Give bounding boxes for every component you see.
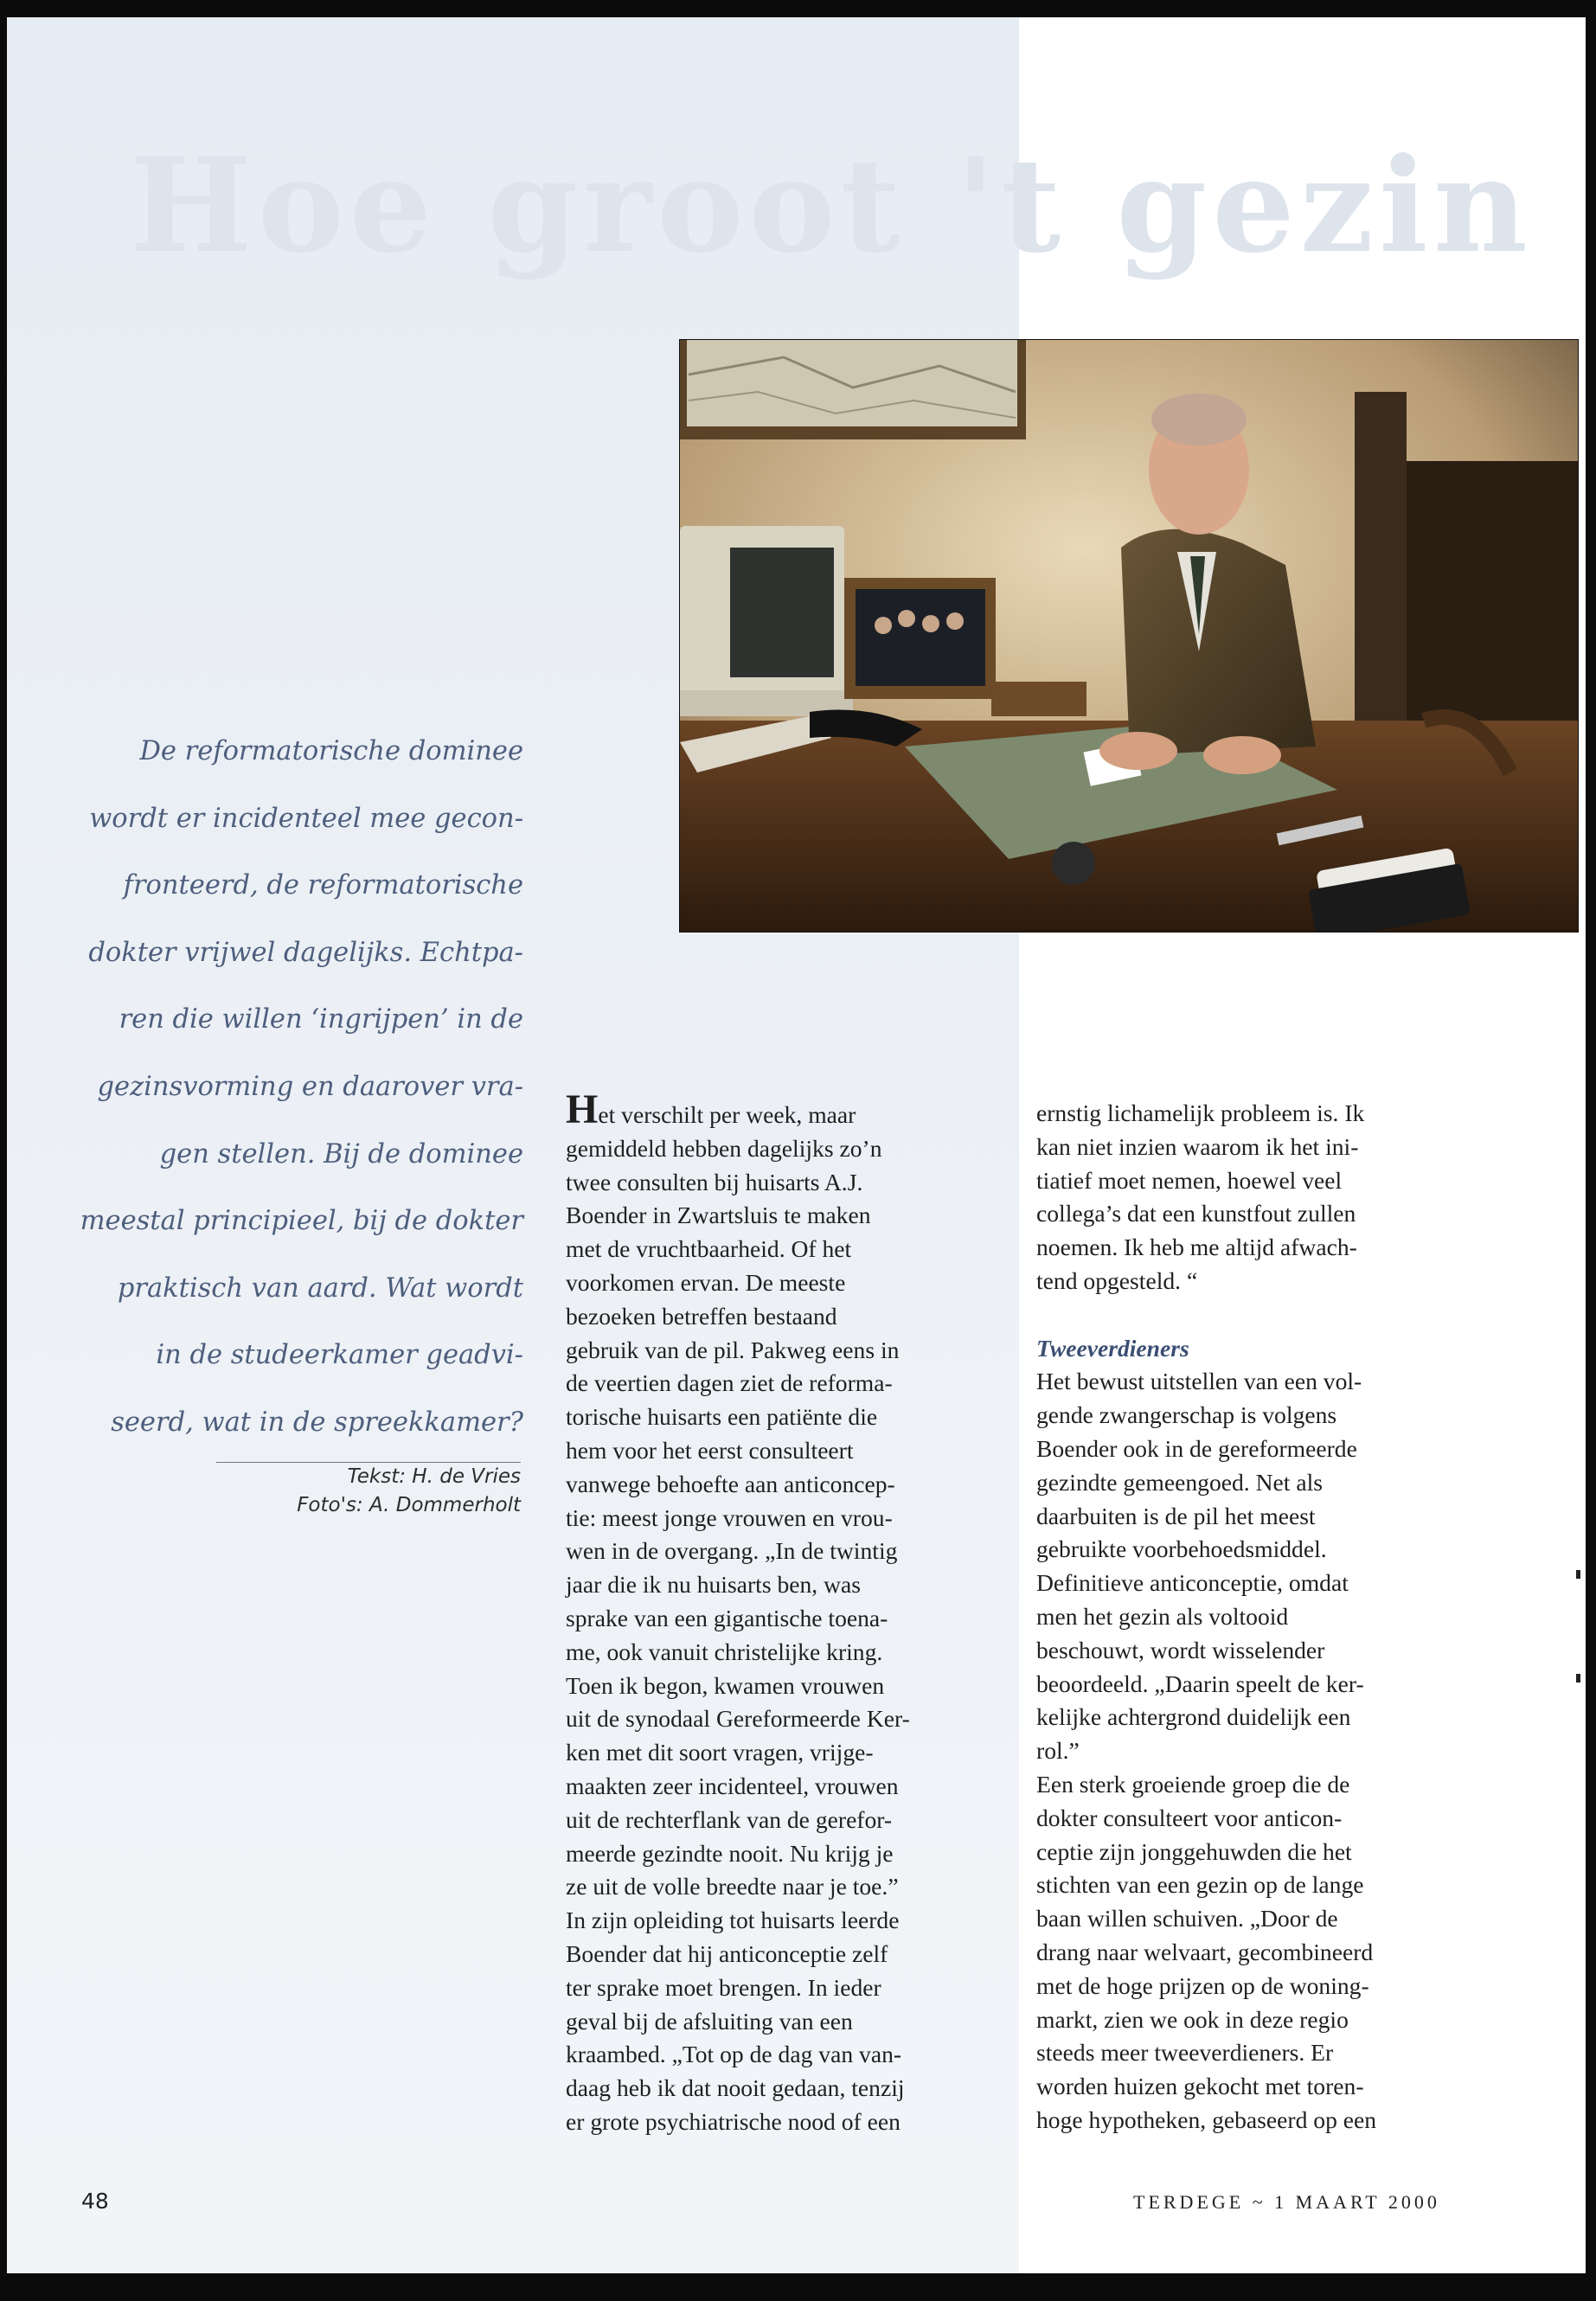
body-line: Het bewust uitstellen van een vol- [1036, 1368, 1362, 1395]
article-column-2 [1036, 1097, 1469, 2138]
body-line: ernstig lichamelijk probleem is. Ik [1036, 1099, 1365, 1126]
publication-footer: TERDEGE ~ 1 MAART 2000 [1133, 2191, 1440, 2213]
body-line: meerde gezindte nooit. Nu krijg je [566, 1839, 894, 1867]
body-line: hem voor het eerst consulteert [566, 1436, 854, 1464]
body-line: kelijke achtergrond duidelijk een [1036, 1703, 1351, 1731]
credit-text: Tekst: H. de Vries [216, 1462, 521, 1491]
body-line: twee consulten bij huisarts A.J. [566, 1168, 863, 1195]
body-line: ceptie zijn jonggehuwden die het [1036, 1837, 1352, 1865]
body-line: vanwege behoefte aan anticoncep- [566, 1470, 895, 1497]
body-line: uit de rechterflank van de gerefor- [566, 1805, 893, 1833]
body-line: kraambed. „Tot op de dag van van- [566, 2041, 902, 2068]
scan-border-bottom [0, 2273, 1596, 2301]
intro-line: seerd, wat in de spreekkamer? [111, 1407, 523, 1438]
body-line: ter sprake moet brengen. In ieder [566, 1973, 881, 2001]
subheading-tweeverdieners: Tweeverdieners [1036, 1334, 1189, 1362]
body-line: baan willen schuiven. „Door de [1036, 1905, 1338, 1932]
body-line: Boender dat hij anticonceptie zelf [566, 1939, 888, 1967]
body-line: geval bij de afsluiting van een [566, 2007, 853, 2035]
body-line: Toen ik begon, kwamen vrouwen [566, 1671, 885, 1699]
body-line: maakten zeer incidenteel, vrouwen [566, 1772, 899, 1799]
article-column-1 [566, 1086, 998, 2139]
scan-border-right [1586, 0, 1596, 2301]
dropcap-letter: H [566, 1086, 599, 1132]
body-line: men het gezin als voltooid [1036, 1602, 1289, 1630]
body-line: ze uit de volle breedte naar je toe.” [566, 1873, 899, 1900]
body-line: gende zwangerschap is volgens [1036, 1401, 1337, 1429]
intro-line: meestal principieel, bij de dokter [80, 1206, 523, 1237]
intro-line: gen stellen. Bij de dominee [159, 1138, 523, 1170]
body-line: stichten van een gezin op de lange [1036, 1871, 1364, 1899]
body-line: rol.” [1036, 1737, 1080, 1765]
body-line: bezoeken betreffen bestaand [566, 1302, 837, 1330]
scan-edge-mark [1576, 1570, 1580, 1579]
body-line: sprake van een gigantische toena- [566, 1604, 888, 1631]
credit-photo: Foto's: A. Dommerholt [297, 1494, 521, 1516]
intro-line: fronteerd, de reformatorische [123, 870, 523, 901]
body-line: noemen. Ik heb me altijd afwach- [1036, 1234, 1357, 1261]
body-line: er grote psychiatrische nood of een [566, 2107, 901, 2135]
scan-edge-mark [1576, 1674, 1580, 1682]
intro-line: De reformatorische dominee [139, 736, 523, 766]
intro-line: in de studeerkamer geadvi- [156, 1340, 523, 1371]
body-line: jaar die ik nu huisarts ben, was [566, 1571, 862, 1599]
body-line: markt, zien we ook in deze regio [1036, 2005, 1349, 2033]
scan-border-top [0, 0, 1596, 17]
body-line: me, ook vanuit christelijke kring. [566, 1638, 883, 1665]
body-line: tend opgesteld. “ [1036, 1266, 1198, 1294]
body-line: dokter consulteert voor anticon- [1036, 1804, 1343, 1831]
intro-line: praktisch van aard. Wat wordt [117, 1272, 523, 1304]
body-line: gemiddeld hebben dagelijks zo’n [566, 1134, 882, 1162]
intro-line: gezinsvorming en daarover vra- [97, 1071, 523, 1102]
body-line: collega’s dat een kunstfout zullen [1036, 1200, 1356, 1227]
body-text: et verschilt per week, maar [598, 1101, 856, 1128]
body-line: daag heb ik dat nooit gedaan, tenzij [566, 2074, 905, 2102]
body-line: hoge hypotheken, gebaseerd op een [1036, 2106, 1377, 2133]
body-line: worden huizen gekocht met toren- [1036, 2073, 1364, 2100]
photo-illustration [680, 340, 1578, 932]
article-photo-doctor-at-desk [679, 339, 1579, 933]
body-line: de veertien dagen ziet de reforma- [566, 1369, 893, 1397]
body-line: ken met dit soort vragen, vrijge- [566, 1739, 874, 1766]
body-line: steeds meer tweeverdieners. Er [1036, 2039, 1334, 2067]
body-line: beschouwt, wordt wisselender [1036, 1636, 1325, 1663]
body-line: Boender in Zwartsluis te maken [566, 1202, 871, 1229]
body-line: tie: meest jonge vrouwen en vrou- [566, 1503, 893, 1531]
body-line: voorkomen ervan. De meeste [566, 1268, 846, 1296]
intro-quote [52, 718, 523, 1457]
body-line: daarbuiten is de pil het meest [1036, 1502, 1316, 1529]
body-line: gebruik van de pil. Pakweg eens in [566, 1336, 900, 1363]
article-credits [216, 1462, 521, 1520]
body-line: drang naar welvaart, gecombineerd [1036, 1938, 1374, 1965]
body-line: torische huisarts een patiënte die [566, 1403, 878, 1431]
intro-line: ren die willen ‘ingrijpen’ in de [119, 1004, 523, 1035]
page-number: 48 [81, 2189, 109, 2214]
intro-line: dokter vrijwel dagelijks. Echtpa- [88, 937, 523, 968]
body-line: beoordeeld. „Daarin speelt de ker- [1036, 1670, 1364, 1697]
body-line: In zijn opleiding tot huisarts leerde [566, 1907, 900, 1934]
intro-line: wordt er incidenteel mee gecon- [89, 803, 523, 834]
body-line: Definitieve anticonceptie, omdat [1036, 1569, 1349, 1597]
body-line: wen in de overgang. „In de twintig [566, 1537, 898, 1565]
body-line: kan niet inzien waarom ik het ini- [1036, 1132, 1359, 1160]
body-line: uit de synodaal Gereformeerde Ker- [566, 1705, 910, 1733]
body-line: gebruikte voorbehoedsmiddel. [1036, 1535, 1327, 1563]
body-line: tiatief moet nemen, hoewel veel [1036, 1166, 1343, 1194]
body-line: met de vruchtbaarheid. Of het [566, 1235, 852, 1263]
body-line [566, 1086, 998, 1132]
faded-headline-ghost: Hoe groot 't gezin [130, 130, 1533, 282]
body-line: met de hoge prijzen op de woning- [1036, 1971, 1369, 1999]
body-line: Boender ook in de gereformeerde [1036, 1434, 1357, 1462]
body-line: Een sterk groeiende groep die de [1036, 1770, 1350, 1798]
scan-border-left [0, 0, 7, 2301]
body-line: gezindte gemeengoed. Net als [1036, 1468, 1323, 1496]
